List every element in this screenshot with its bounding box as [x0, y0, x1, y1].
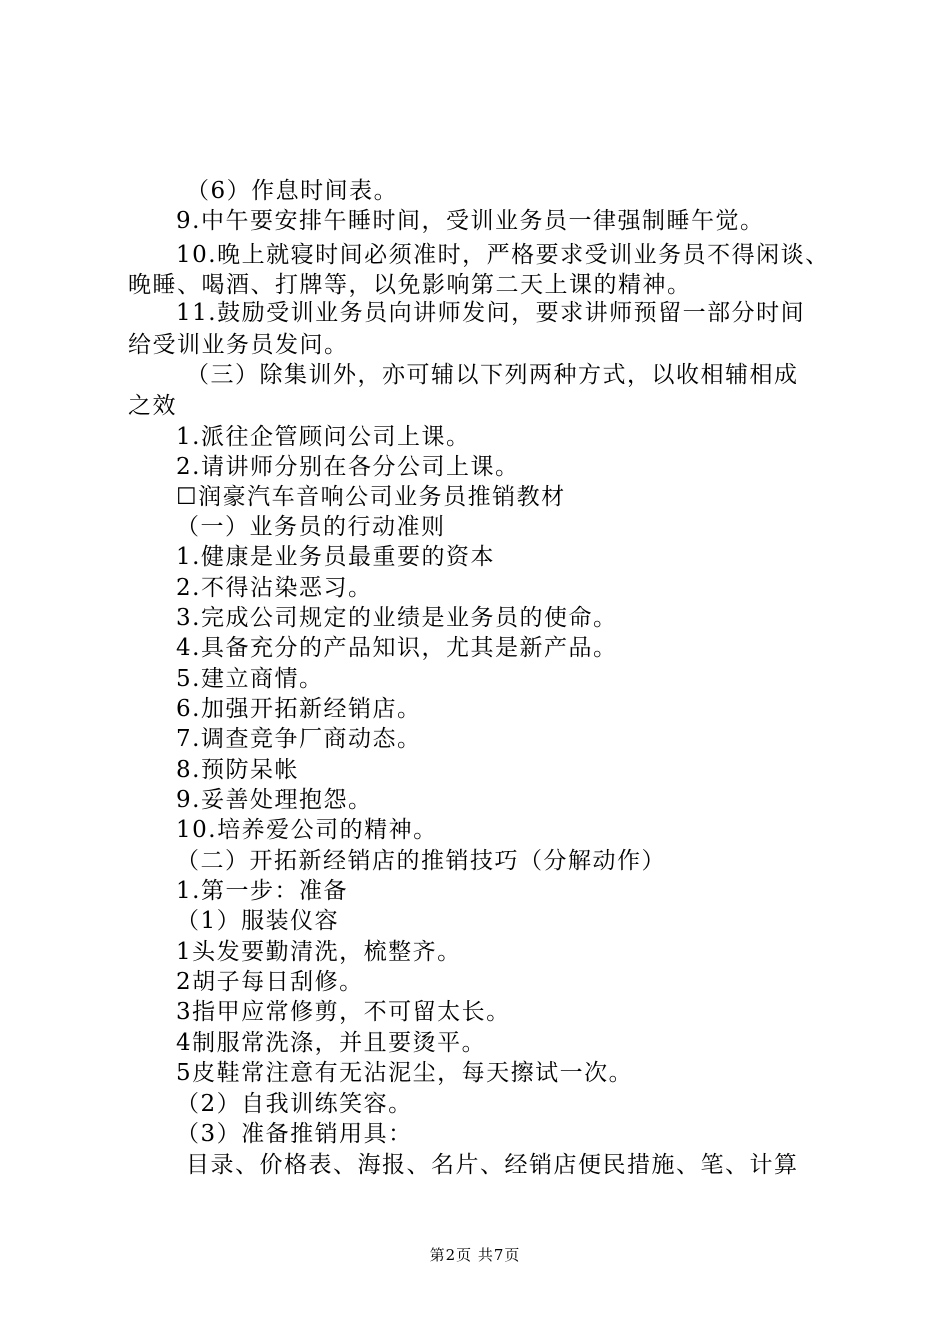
text-line: 9.中午要安排午睡时间，受训业务员一律强制睡午觉。 — [176, 208, 765, 234]
text-line: 8.预防呆帐 — [176, 757, 299, 783]
text-line: （2）自我训练笑容。 — [176, 1091, 413, 1117]
text-line: （3）准备推销用具： — [176, 1121, 413, 1147]
text-line: 5.建立商情。 — [176, 666, 324, 692]
text-line: 目录、价格表、海报、名片、经销店便民措施、笔、计算 — [186, 1152, 799, 1178]
text-line: 1.健康是业务员最重要的资本 — [176, 544, 495, 570]
text-line: 1.第一步：准备 — [176, 878, 348, 904]
text-line: （6）作息时间表。 — [186, 178, 399, 204]
text-line: 2胡子每日刮修。 — [176, 969, 364, 995]
text-line: 给受训业务员发问。 — [128, 332, 349, 358]
text-line: （一）业务员的行动准则 — [176, 514, 446, 540]
text-line: 10.晚上就寝时间必须准时，严格要求受训业务员不得闲谈、 — [176, 242, 830, 268]
text-line: （三）除集训外，亦可辅以下列两种方式，以收相辅相成 — [186, 362, 799, 388]
text-line: 6.加强开拓新经销店。 — [176, 696, 422, 722]
text-line: 10.培养爱公司的精神。 — [176, 817, 438, 843]
text-line: （二）开拓新经销店的推销技巧（分解动作） — [176, 848, 666, 874]
text-line: 9.妥善处理抱怨。 — [176, 787, 373, 813]
text-line: 2.请讲师分别在各分公司上课。 — [176, 454, 520, 480]
text-line: 3.完成公司规定的业绩是业务员的使命。 — [176, 605, 618, 631]
text-line: 之效 — [128, 393, 177, 419]
section-heading: ☐润豪汽车音响公司业务员推销教材 — [176, 484, 566, 510]
text-line: 1.派往企管顾问公司上课。 — [176, 424, 471, 450]
text-line: 5皮鞋常注意有无沾泥尘，每天擦试一次。 — [176, 1060, 634, 1086]
text-line: 4制服常洗涤，并且要烫平。 — [176, 1030, 487, 1056]
text-line: 7.调查竞争厂商动态。 — [176, 726, 422, 752]
text-line: 2.不得沾染恶习。 — [176, 575, 373, 601]
text-line: 3指甲应常修剪，不可留太长。 — [176, 999, 511, 1025]
page-number-footer: 第2页 共7页 — [429, 1246, 521, 1264]
text-line: （1）服装仪容 — [176, 908, 340, 934]
text-line: 4.具备充分的产品知识，尤其是新产品。 — [176, 635, 618, 661]
text-line: 11.鼓励受训业务员向讲师发问，要求讲师预留一部分时间 — [176, 300, 806, 326]
text-line: 1头发要勤清洗，梳整齐。 — [176, 939, 462, 965]
text-line: 晚睡、喝酒、打牌等，以免影响第二天上课的精神。 — [128, 272, 692, 298]
